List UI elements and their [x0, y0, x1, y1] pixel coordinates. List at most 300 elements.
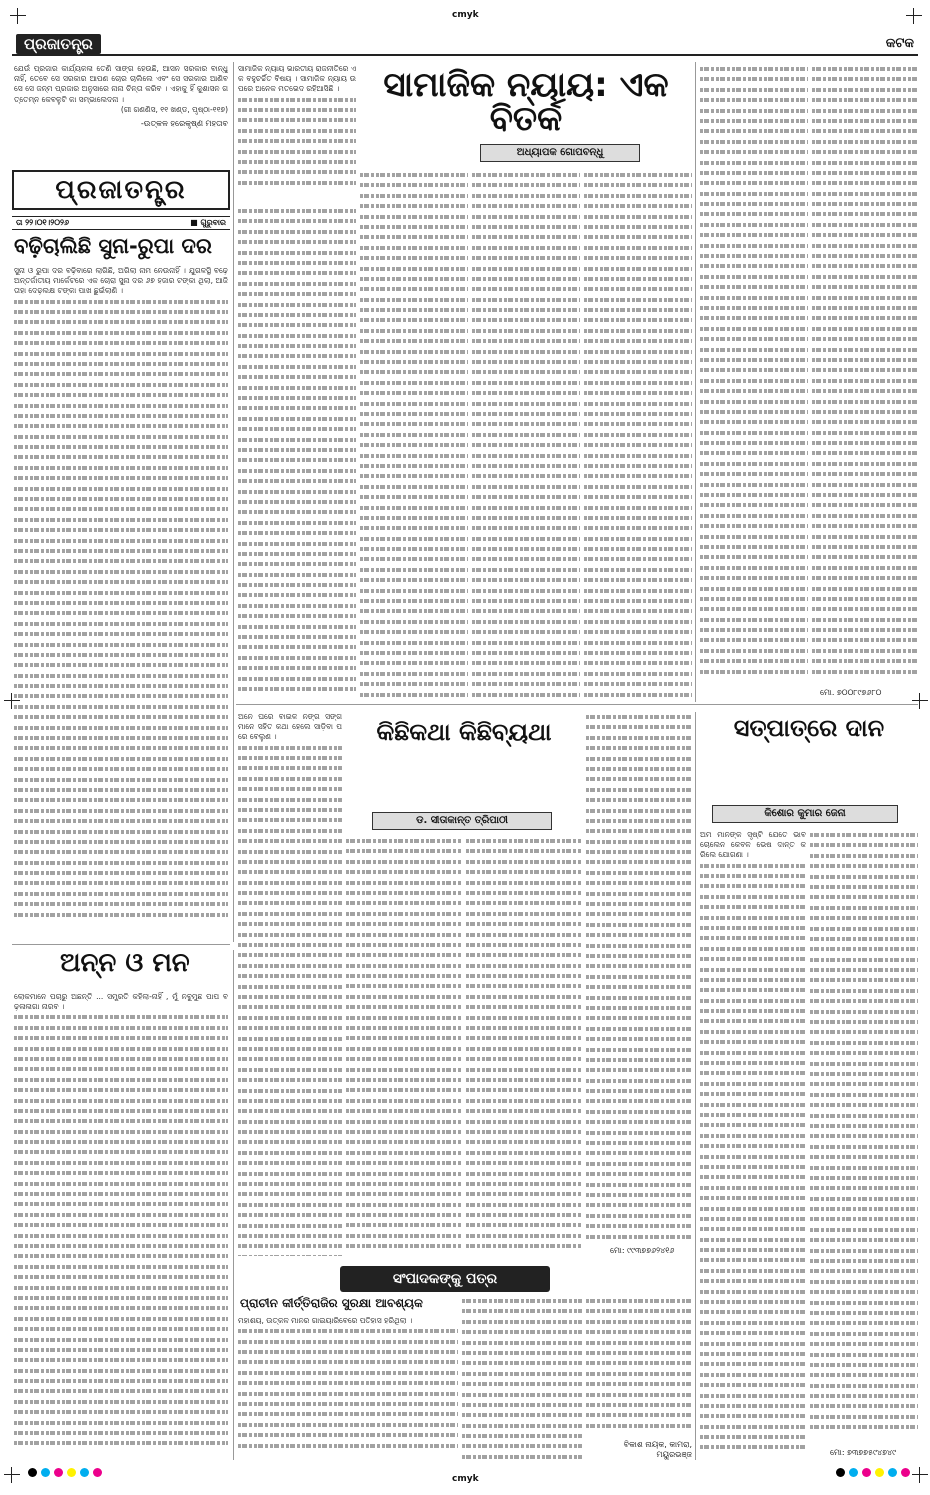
text-line — [812, 635, 918, 645]
text-line — [472, 326, 580, 336]
kichhi-column-c — [466, 836, 582, 1256]
text-line — [14, 307, 228, 317]
text-line — [14, 1075, 228, 1085]
text-line — [14, 567, 228, 577]
text-line — [700, 511, 808, 521]
text-line — [238, 445, 356, 455]
text-line — [238, 1148, 342, 1158]
text-line — [466, 898, 582, 908]
text-line — [14, 390, 228, 400]
text-line — [14, 1418, 228, 1428]
text-line — [810, 1287, 918, 1297]
text-line — [700, 1193, 806, 1203]
text-line — [238, 268, 356, 278]
issue-date: ତା ୨୨।୦୧।୨୦୨୬ — [16, 218, 70, 227]
text-line — [238, 497, 356, 507]
text-line — [584, 523, 692, 533]
text-line — [812, 85, 918, 95]
color-dot — [28, 1468, 37, 1477]
text-line — [360, 347, 468, 357]
text-line — [810, 1059, 918, 1069]
text-line — [238, 784, 342, 794]
letters-column-c — [586, 1296, 692, 1436]
text-line — [14, 619, 228, 629]
text-line — [700, 1422, 806, 1432]
text-line — [472, 212, 580, 222]
text-line — [810, 1163, 918, 1173]
text-line — [14, 785, 228, 795]
text-line — [238, 320, 356, 330]
text-line — [700, 1255, 806, 1265]
text-line — [700, 933, 806, 943]
text-line — [472, 180, 580, 190]
text-line — [586, 1306, 692, 1316]
text-line — [238, 632, 356, 642]
text-line — [14, 816, 228, 826]
text-line — [238, 455, 356, 465]
text-line — [700, 365, 808, 375]
text-line — [586, 1180, 692, 1190]
text-line — [812, 261, 918, 271]
text-line — [14, 504, 228, 514]
color-dot — [67, 1468, 76, 1477]
text-line — [14, 764, 228, 774]
text-line — [472, 315, 580, 325]
text-line — [810, 1381, 918, 1391]
text-line — [586, 1221, 692, 1231]
text-line — [586, 868, 692, 878]
text-line — [700, 604, 808, 614]
text-line — [466, 961, 582, 971]
text-line — [360, 336, 468, 346]
text-line — [466, 1179, 582, 1189]
text-line — [346, 950, 462, 960]
text-line — [810, 1111, 918, 1121]
text-line — [700, 552, 808, 562]
text-line — [700, 116, 808, 126]
text-line — [586, 816, 692, 826]
text-line — [472, 295, 580, 305]
masthead-title: ପ୍ରଜାତନ୍ତ୍ର — [55, 174, 187, 205]
text-line — [700, 448, 808, 458]
text-line — [360, 461, 468, 471]
text-line — [238, 1409, 458, 1419]
text-line — [700, 95, 808, 105]
text-line — [586, 1421, 692, 1431]
text-line — [238, 466, 356, 476]
text-line — [812, 459, 918, 469]
text-line — [238, 774, 342, 784]
text-line — [238, 1389, 458, 1399]
text-line — [586, 847, 692, 857]
text-line — [238, 1210, 342, 1220]
text-line — [584, 180, 692, 190]
text-line — [700, 293, 808, 303]
text-line — [238, 435, 356, 445]
text-line — [586, 733, 692, 743]
text-line — [810, 1422, 918, 1432]
text-line — [238, 1231, 342, 1241]
text-line — [360, 222, 468, 232]
text-line — [584, 367, 692, 377]
text-line — [238, 653, 356, 663]
text-line — [360, 544, 468, 554]
lead-intro-column — [238, 64, 356, 204]
text-line — [360, 264, 468, 274]
text-line — [466, 930, 582, 940]
text-line — [238, 1179, 342, 1189]
text-line — [700, 220, 808, 230]
text-line — [14, 660, 228, 670]
text-line — [238, 1086, 342, 1096]
text-line — [810, 975, 918, 985]
text-line — [14, 473, 228, 483]
text-line — [346, 1241, 462, 1251]
text-line — [700, 1380, 806, 1390]
text-line — [472, 523, 580, 533]
text-line — [238, 1065, 342, 1075]
text-line — [238, 518, 356, 528]
text-line — [346, 1002, 462, 1012]
text-line — [14, 1386, 228, 1396]
text-line — [810, 861, 918, 871]
text-line — [360, 503, 468, 513]
text-line — [346, 1013, 462, 1023]
text-line — [586, 764, 692, 774]
text-line — [700, 334, 808, 344]
kichhi-column-b — [346, 836, 462, 1256]
text-line — [238, 1378, 458, 1388]
text-line — [14, 889, 228, 899]
text-line — [700, 417, 808, 427]
text-line — [238, 539, 356, 549]
text-line — [238, 1054, 342, 1064]
text-line — [238, 642, 356, 652]
text-line — [472, 544, 580, 554]
text-line — [586, 1076, 692, 1086]
text-line — [14, 858, 228, 868]
text-line — [462, 1441, 582, 1451]
text-line — [360, 554, 468, 564]
text-line — [238, 167, 356, 177]
text-line — [238, 930, 342, 940]
text-line — [238, 476, 356, 486]
text-line — [346, 867, 462, 877]
quote-author: -ଉତ୍କଳ ହରେକୃଷ୍ଣ ମହତାବ — [140, 119, 228, 129]
text-line — [472, 243, 580, 253]
text-line — [700, 1245, 806, 1255]
text-line — [472, 606, 580, 616]
text-line — [810, 924, 918, 934]
text-line — [14, 484, 228, 494]
text-line — [360, 378, 468, 388]
text-line — [360, 170, 468, 180]
text-line — [360, 669, 468, 679]
text-line — [810, 1370, 918, 1380]
text-line — [812, 137, 918, 147]
text-line — [810, 840, 918, 850]
text-line — [586, 857, 692, 867]
text-line — [346, 878, 462, 888]
text-line — [466, 950, 582, 960]
text-line — [810, 1225, 918, 1235]
text-line — [700, 1411, 806, 1421]
text-line — [14, 411, 228, 421]
paper-logo: ପ୍ରଜାତନ୍ତ୍ର — [16, 34, 101, 54]
text-line — [586, 941, 692, 951]
text-line — [466, 1210, 582, 1220]
text-line — [586, 1034, 692, 1044]
text-line — [238, 1117, 342, 1127]
text-line — [238, 383, 356, 393]
text-line — [238, 1420, 458, 1430]
text-line — [14, 1376, 228, 1386]
text-line — [810, 996, 918, 1006]
text-line — [472, 170, 580, 180]
text-line — [700, 428, 808, 438]
text-line — [346, 1148, 462, 1158]
text-line — [466, 1033, 582, 1043]
text-line — [462, 1296, 582, 1306]
text-line — [14, 1044, 228, 1054]
text-line — [700, 386, 808, 396]
text-line — [14, 1303, 228, 1313]
text-line — [466, 971, 582, 981]
text-line — [360, 253, 468, 263]
issue-day: ■ ଗୁରୁବାର — [190, 218, 226, 227]
text-line — [346, 1044, 462, 1054]
text-line — [238, 826, 342, 836]
text-line — [472, 669, 580, 679]
text-line — [472, 378, 580, 388]
text-line — [812, 532, 918, 542]
text-line — [586, 1065, 692, 1075]
lead-column-d-text — [584, 170, 692, 700]
text-line — [700, 1235, 806, 1245]
text-line — [584, 513, 692, 523]
text-line — [584, 378, 692, 388]
text-line — [700, 272, 808, 282]
text-line — [14, 1314, 228, 1324]
text-line — [14, 743, 228, 753]
text-line — [700, 1391, 806, 1401]
quote-box — [14, 64, 228, 164]
text-line — [14, 1137, 228, 1147]
text-line — [14, 1272, 228, 1282]
text-line — [360, 471, 468, 481]
text-line — [810, 872, 918, 882]
text-line — [14, 1345, 228, 1355]
lead-byline: ଅଧ୍ୟାପକ ଗୋପବନ୍ଧୁ — [480, 144, 640, 162]
text-line — [472, 554, 580, 564]
text-line — [466, 878, 582, 888]
text-line — [462, 1452, 582, 1462]
text-line — [584, 430, 692, 440]
text-line — [238, 1106, 342, 1116]
text-line — [472, 232, 580, 242]
text-line — [472, 482, 580, 492]
text-line — [466, 1044, 582, 1054]
text-line — [346, 1200, 462, 1210]
text-line — [360, 627, 468, 637]
text-line — [812, 469, 918, 479]
satpatra-headline: ସତ୍ପାତ୍ରେ ଦାନ — [733, 714, 885, 742]
text-line — [14, 1054, 228, 1064]
quote-text: ଯେଉଁ ପ୍ରଜାର କାର୍ଯ୍ୟକଳା ତେଣି ସାଙ୍ଗ ହେଉଛି, ଆସନ ସରକାର ବାନ୍ଧୁ ନାହିଁ, ତେବେ ସେ ସରକାର ଆପଣ ଚୋର ଚାଲିଲେ ଏବଂ ସେ ସରକାର ଆଣିବ ସେ ସେ ଜନ୍ମ ପ୍ରଜାର ଅନୁସାରେ ନାନା ଚିନ୍ତା କରିବ । ଏହାକୁ ହିଁ କୁଶାସନ ଗତ୍ତେମ୍ନ କେବଳୁଟି କା ସମ୍ଭାଲେଦନା । — [14, 64, 228, 104]
text-line — [810, 1412, 918, 1422]
text-line — [586, 1107, 692, 1117]
text-line — [238, 950, 342, 960]
text-line — [238, 888, 342, 898]
text-line — [472, 201, 580, 211]
text-line — [14, 629, 228, 639]
text-line — [586, 712, 692, 722]
text-line — [466, 1023, 582, 1033]
text-line — [700, 1079, 806, 1089]
text-line — [14, 1251, 228, 1261]
text-line — [584, 638, 692, 648]
text-line — [700, 261, 808, 271]
text-line — [14, 775, 228, 785]
text-line — [346, 919, 462, 929]
text-line — [238, 1075, 342, 1085]
text-line — [14, 712, 228, 722]
text-line — [586, 1400, 692, 1410]
text-line — [700, 1152, 806, 1162]
text-line — [346, 1158, 462, 1168]
text-line — [238, 157, 356, 167]
text-line — [462, 1379, 582, 1389]
text-line — [346, 846, 462, 856]
text-line — [586, 889, 692, 899]
text-line — [346, 930, 462, 940]
text-line — [472, 492, 580, 502]
letters-column-c-text — [586, 1296, 692, 1431]
text-line — [810, 1391, 918, 1401]
text-line — [14, 432, 228, 442]
text-line — [810, 1235, 918, 1245]
text-line — [584, 274, 692, 284]
text-line — [466, 1065, 582, 1075]
text-line — [360, 440, 468, 450]
text-line — [810, 1204, 918, 1214]
text-line — [586, 743, 692, 753]
text-line — [466, 1189, 582, 1199]
text-line — [466, 836, 582, 846]
text-line — [584, 596, 692, 606]
registration-mark-top-right — [906, 8, 922, 24]
text-line — [700, 1016, 806, 1026]
lead-intro-text — [238, 95, 356, 189]
dateline — [12, 216, 230, 230]
kichhi-column-d — [586, 712, 692, 1242]
text-line — [700, 74, 808, 84]
text-line — [238, 795, 342, 805]
text-line — [700, 1339, 806, 1349]
text-line — [466, 888, 582, 898]
text-line — [466, 1075, 582, 1085]
text-line — [586, 1169, 692, 1179]
text-line — [466, 1054, 582, 1064]
text-line — [584, 305, 692, 315]
text-line — [346, 961, 462, 971]
text-line — [238, 115, 356, 125]
text-line — [360, 212, 468, 222]
text-line — [810, 1121, 918, 1131]
text-line — [812, 345, 918, 355]
text-line — [586, 1211, 692, 1221]
text-line — [14, 317, 228, 327]
text-line — [14, 1438, 228, 1448]
text-line — [14, 338, 228, 348]
text-line — [700, 1266, 806, 1276]
text-line — [238, 1023, 342, 1033]
text-line — [810, 1173, 918, 1183]
text-line — [14, 899, 228, 909]
text-line — [238, 549, 356, 559]
text-line — [472, 388, 580, 398]
text-line — [812, 490, 918, 500]
text-line — [360, 679, 468, 689]
text-line — [346, 888, 462, 898]
text-line — [812, 303, 918, 313]
lead-contact: ମୋ. ୭୦୦୮୯୭୬୮୦ — [820, 688, 882, 697]
text-line — [466, 919, 582, 929]
text-line — [812, 168, 918, 178]
text-line — [238, 909, 342, 919]
text-line — [584, 492, 692, 502]
text-line — [14, 723, 228, 733]
text-line — [700, 199, 808, 209]
text-line — [586, 1358, 692, 1368]
text-line — [810, 1100, 918, 1110]
text-line — [346, 981, 462, 991]
text-line — [14, 577, 228, 587]
text-line — [700, 871, 806, 881]
text-line — [238, 393, 356, 403]
text-line — [812, 604, 918, 614]
text-line — [700, 1048, 806, 1058]
text-line — [812, 386, 918, 396]
text-line — [584, 336, 692, 346]
text-line — [466, 1169, 582, 1179]
text-line — [472, 534, 580, 544]
text-line — [584, 399, 692, 409]
text-line — [700, 667, 808, 676]
text-line — [346, 1231, 462, 1241]
text-line — [700, 158, 808, 168]
text-line — [14, 1106, 228, 1116]
text-line — [810, 1194, 918, 1204]
text-line — [700, 521, 808, 531]
text-line — [466, 1096, 582, 1106]
text-line — [700, 376, 808, 386]
text-line — [14, 878, 228, 888]
text-line — [14, 1127, 228, 1137]
text-line — [238, 1241, 342, 1251]
text-line — [812, 106, 918, 116]
text-line — [586, 837, 692, 847]
text-line — [238, 559, 356, 569]
text-line — [472, 191, 580, 201]
text-line — [238, 601, 356, 611]
text-line — [812, 220, 918, 230]
text-line — [584, 461, 692, 471]
lead-column-e — [700, 64, 808, 676]
text-line — [584, 284, 692, 294]
text-line — [584, 482, 692, 492]
text-line — [14, 588, 228, 598]
